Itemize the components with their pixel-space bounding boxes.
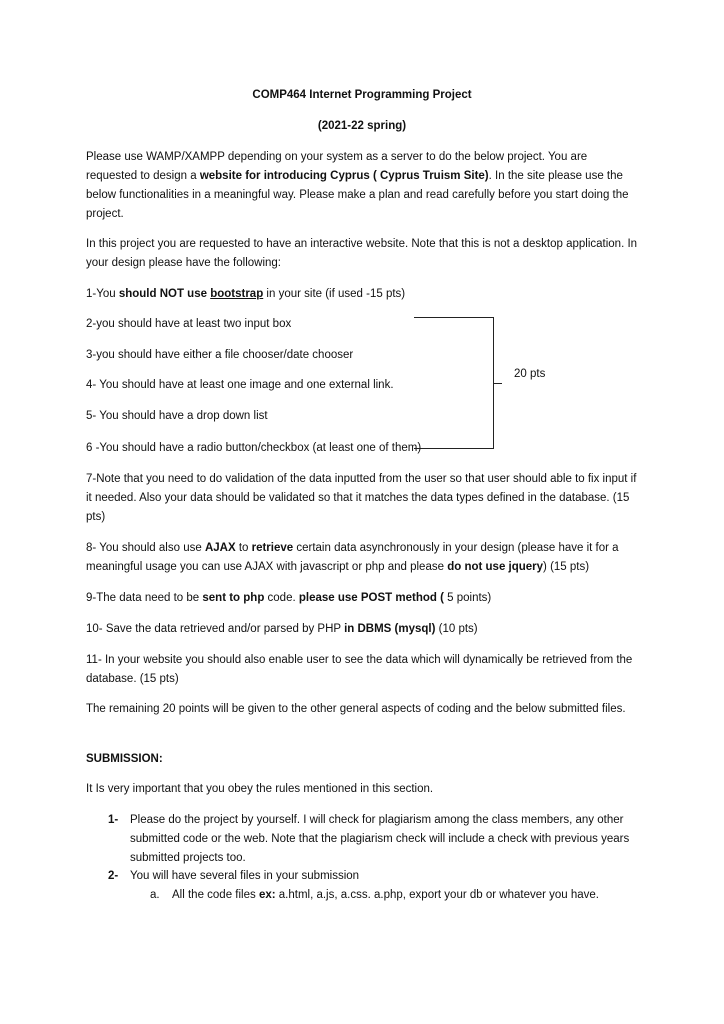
submission-item-1-text: Please do the project by yourself. I will check for plagiarism among the class members, any other submitted code or the web. Note that the plagiarism check will include a check with previous years submitted projects too. — [130, 814, 630, 864]
document-title: COMP464 Internet Programming Project — [252, 89, 472, 101]
requirements-bracket — [414, 317, 494, 449]
submission-subitem-a-text: All the code files ex: a.html, a.js, a.css. a.php, export your db or whatever you have. — [172, 889, 600, 901]
requirement-8: 8- You should also use AJAX to retrieve certain data asynchronously in your design (please have it for a meaningful usage you can use AJAX with javascript or php and please do not use jquery) (15 pts) — [86, 542, 619, 573]
bracket-stub — [494, 383, 502, 384]
requirement-9: 9-The data need to be sent to php code. please use POST method ( 5 points) — [86, 592, 492, 604]
requirement-5: 5- You should have a drop down list — [86, 410, 268, 422]
requirement-2: 2-you should have at least two input box — [86, 318, 292, 330]
requirement-11: 11- In your website you should also enable user to see the data which will dynamically be retrieved from the database. (15 pts) — [86, 654, 633, 685]
requirement-1: 1-You should NOT use bootstrap in your site (if used -15 pts) — [86, 288, 406, 300]
remaining-points-paragraph: The remaining 20 points will be given to the other general aspects of coding and the below submitted files. — [86, 703, 626, 715]
intro-paragraph: Please use WAMP/XAMPP depending on your system as a server to do the below project. You are requested to design a website for introducing Cyprus ( Cyprus Truism Site). In the site please use the below functionalities in a meaningful way. Please make a plan and read carefully before you start doing the project. — [86, 151, 629, 220]
submission-item-2-number: 2- — [108, 870, 119, 882]
submission-intro: It Is very important that you obey the rules mentioned in this section. — [86, 783, 434, 795]
requirement-6: 6 -You should have a radio button/checkbox (at least one of them) — [86, 442, 422, 454]
group-points-label: 20 pts — [514, 368, 546, 380]
requirement-7: 7-Note that you need to do validation of the data inputted from the user so that user should able to fix input if it needed. Also your data should be validated so that it matches the data types defined in the database. (15 pts) — [86, 473, 637, 523]
submission-heading: SUBMISSION: — [86, 753, 163, 765]
requirement-3: 3-you should have either a file chooser/date chooser — [86, 349, 354, 361]
submission-item-2-text: You will have several files in your submission — [130, 870, 360, 882]
requirement-10: 10- Save the data retrieved and/or parsed by PHP in DBMS (mysql) (10 pts) — [86, 623, 478, 635]
requirement-4: 4- You should have at least one image and one external link. — [86, 379, 394, 391]
document-term: (2021-22 spring) — [317, 120, 407, 132]
interactive-paragraph: In this project you are requested to have an interactive website. Note that this is not a desktop application. In your design please have the following: — [86, 238, 638, 269]
submission-item-1-number: 1- — [108, 814, 119, 826]
submission-subitem-a-letter: a. — [150, 889, 160, 901]
